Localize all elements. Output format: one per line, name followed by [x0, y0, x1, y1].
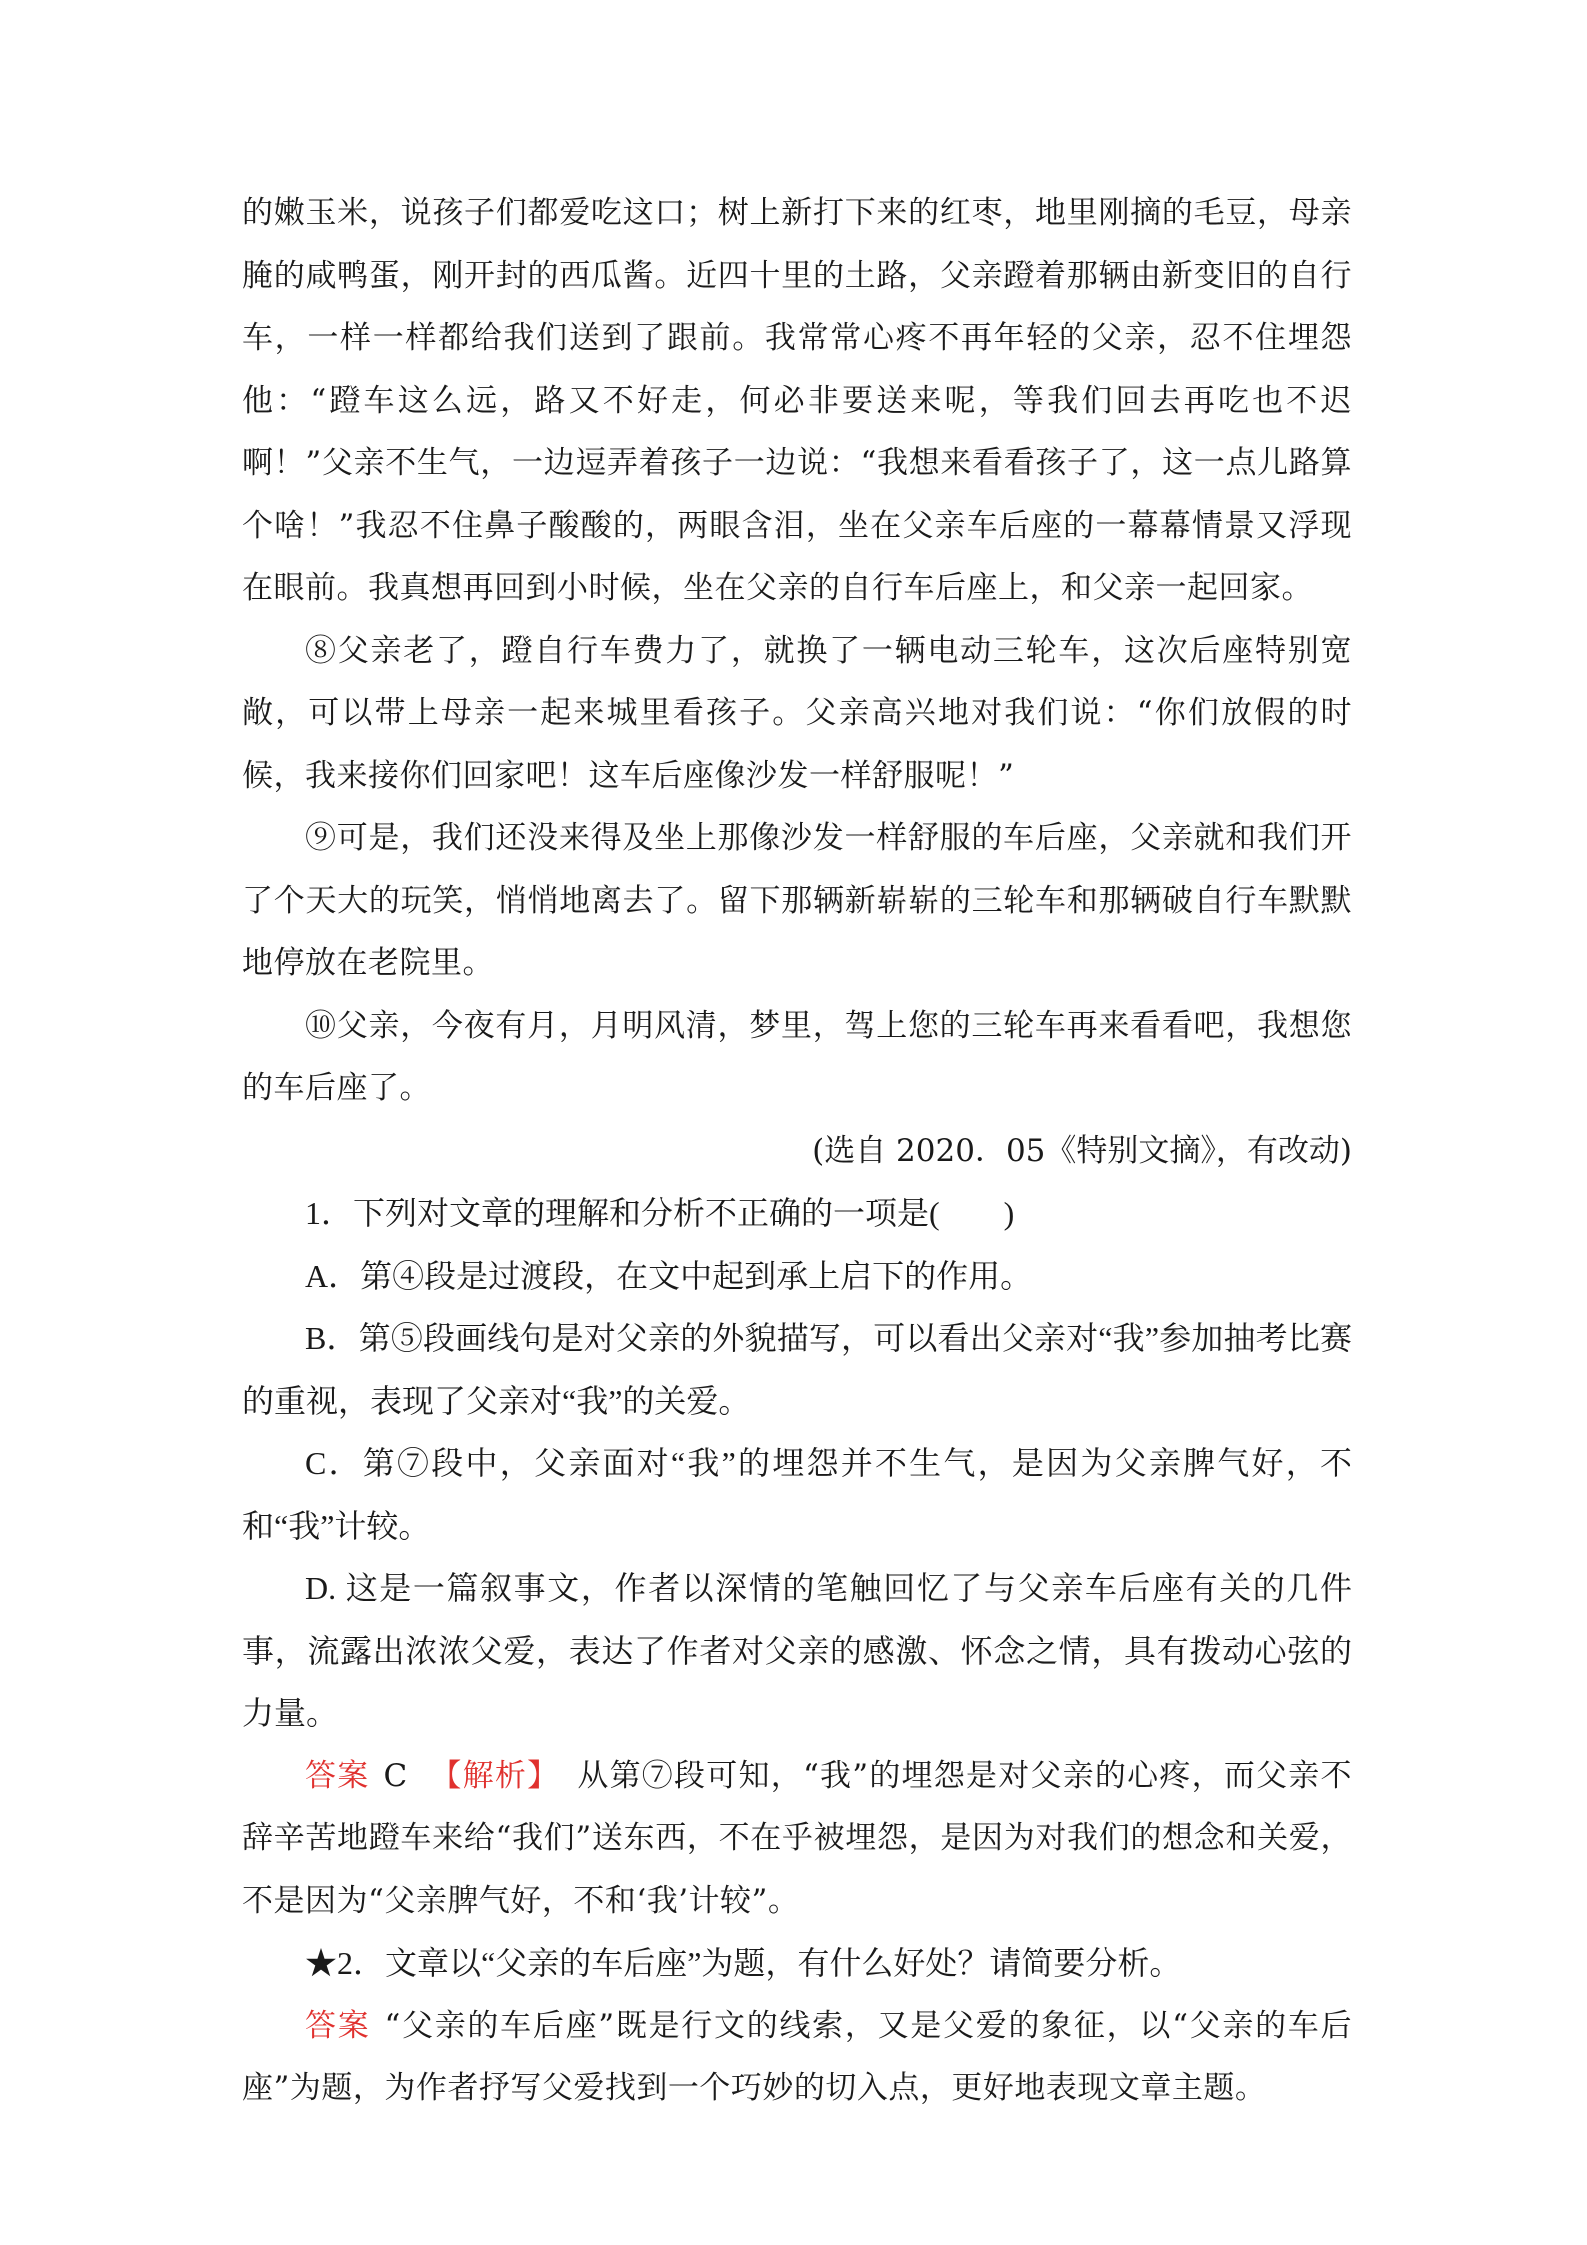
paragraph-9: ⑨可是，我们还没来得及坐上那像沙发一样舒服的车后座，父亲就和我们开了个天大的玩笑，悄悄地离去了。留下那辆新崭崭的三轮车和那辆破自行车默默地停放在老院里。: [242, 820, 1352, 981]
question-1-option-c: C．第⑦段中，父亲面对“我”的埋怨并不生气，是因为父亲脾气好，不和“我”计较。: [242, 1445, 1352, 1544]
question-1-option-d: D. 这是一篇叙事文，作者以深情的笔触回忆了与父亲车后座有关的几件事，流露出浓浓父爱，表达了作者对父亲的感激、怀念之情，具有拨动心弦的力量。: [242, 1570, 1352, 1731]
answer-text: “父亲的车后座”既是行文的线索，又是父爱的象征，以“父亲的车后座”为题，为作者抒写父爱找到一个巧妙的切入点，更好地表现文章主题。: [242, 2007, 1352, 2106]
question-1-option-b: B．第⑤段画线句是对父亲的外貌描写，可以看出父亲对“我”参加抽考比赛的重视，表现了父亲对“我”的关爱。: [242, 1320, 1352, 1419]
question-1-option-a: A．第④段是过渡段，在文中起到承上启下的作用。: [305, 1257, 1033, 1294]
question-1-stem: 1．下列对文章的理解和分析不正确的一项是( ): [305, 1195, 1015, 1231]
analysis-label: 【解析】: [429, 1757, 560, 1794]
question-2-answer-block: [242, 1995, 1352, 2120]
question-1-answer-block: [242, 1745, 1352, 1933]
paragraph-10: ⑩父亲，今夜有月，月明风清，梦里，驾上您的三轮车再来看看吧，我想您的车后座了。: [242, 1007, 1352, 1106]
answer-label: 答案: [305, 1757, 370, 1794]
source-citation: (选自 2020．05《特别文摘》，有改动): [812, 1132, 1352, 1169]
answer-value: C: [383, 1757, 408, 1794]
analysis-text: 从第⑦段可知，“我”的埋怨是对父亲的心疼，而父亲不辞辛苦地蹬车来给“我们”送东西，不在乎被埋怨，是因为对我们的想念和关爱，不是因为“父亲脾气好，不和‘我’计较”。: [242, 1757, 1353, 1919]
paragraph-7-continued: 的嫩玉米，说孩子们都爱吃这口；树上新打下来的红枣，地里刚摘的毛豆，母亲腌的咸鸭蛋，刚开封的西瓜酱。近四十里的土路，父亲蹬着那辆由新变旧的自行车，一样一样都给我们送到了跟前。我常常心疼不再年轻的父亲，忍不住埋怨他：“蹬车这么远，路又不好走，何必非要送来呢，等我们回去再吃也不迟啊！”父亲不生气，一边逗弄着孩子一边说：“我想来看看孩子了，这一点儿路算个啥！”我忍不住鼻子酸酸的，两眼含泪，坐在父亲车后座的一幕幕情景又浮现在眼前。我真想再回到小时候，坐在父亲的自行车后座上，和父亲一起回家。: [242, 195, 1352, 606]
paragraph-8: ⑧父亲老了，蹬自行车费力了，就换了一辆电动三轮车，这次后座特别宽敞，可以带上母亲一起来城里看孩子。父亲高兴地对我们说：“你们放假的时候，我来接你们回家吧！这车后座像沙发一样舒服呢！”: [242, 632, 1352, 794]
document-page: [242, 182, 1352, 2120]
question-2-stem: ★2．文章以“父亲的车后座”为题，有什么好处？请简要分析。: [305, 1945, 1182, 1981]
answer-label: 答案: [305, 2007, 371, 2044]
